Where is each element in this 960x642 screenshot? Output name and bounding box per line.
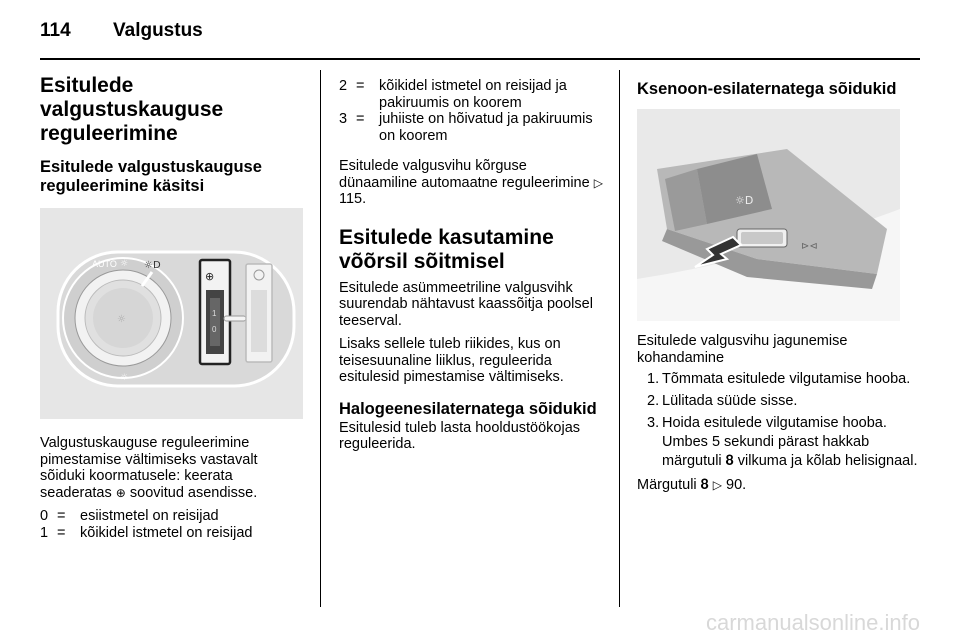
list-text: esiistmetel on reisijad	[80, 508, 219, 524]
body-paragraph	[40, 435, 305, 501]
section-heading: Esitulede kasutamine võõrsil sõitmisel	[339, 225, 554, 273]
auto-label: AUTO	[92, 259, 117, 269]
svg-text:☼D: ☼D	[735, 194, 754, 207]
header-rule	[40, 58, 920, 60]
list-text: juhiiste on hõivatud ja pakiruumis on koorem	[379, 111, 593, 144]
list-number: 0	[40, 508, 49, 524]
step-text: Tõmmata esitulede vilgutamise hooba.	[662, 371, 911, 387]
step-number: 3.	[647, 415, 660, 431]
control-indicator-paragraph	[637, 477, 922, 494]
svg-text:☼: ☼	[120, 259, 129, 269]
svg-text:☼D: ☼D	[144, 260, 161, 271]
subsection-heading: Ksenoon-esilaternatega sõidukid	[637, 80, 897, 98]
cross-ref-arrow-icon: ▷	[712, 478, 722, 492]
step-item	[637, 370, 922, 389]
step-text: Hoida esitulede vilgutamise hooba. Umbes 5 sekundi pärast hakkab märgutuli 𝟖 vilkuma ja kõlab helisignaal.	[662, 415, 918, 469]
list-number: 3	[339, 111, 348, 127]
page-reference[interactable]: 90.	[726, 477, 747, 493]
svg-text:⊕: ⊕	[205, 270, 215, 283]
load-setting-list	[40, 508, 305, 541]
steps-list	[637, 370, 922, 471]
list-item	[339, 78, 607, 111]
headlight-switch-figure	[40, 208, 303, 419]
chapter-title: Valgustus	[113, 20, 203, 41]
headlight-range-wheel-icon: ⊕	[115, 485, 126, 500]
svg-text:☼: ☼	[120, 373, 129, 383]
headlight-switch-illustration	[40, 208, 303, 419]
section-heading: Esitulede valgustuskauguse reguleerimine	[40, 74, 224, 145]
column-2	[339, 78, 607, 453]
step-item	[637, 392, 922, 411]
svg-text:☼: ☼	[117, 314, 126, 325]
body-text-end: soovitud asendisse.	[129, 484, 258, 501]
page-reference[interactable]: 115.	[339, 191, 367, 207]
dynamic-leveling-text: Esitulede valgusvihu kõrguse dünaamiline automaatne reguleerimine	[339, 158, 590, 191]
body-paragraph: Lisaks sellele tuleb riikides, kus on teisesuunaline liiklus, reguleerida esitulesid pimestamise vältimiseks.	[339, 336, 564, 385]
svg-text:1: 1	[212, 309, 217, 318]
load-setting-list-cont	[339, 78, 607, 144]
list-number: 1	[40, 524, 49, 541]
body-paragraph: Esitulede valgusvihu jagunemise kohandamine	[637, 333, 848, 366]
column-3	[637, 80, 922, 494]
cross-ref-arrow-icon: ▷	[593, 175, 603, 190]
list-equals: =	[356, 78, 365, 94]
list-text: kõikidel istmetel on reisijad	[80, 524, 253, 541]
step-text: Lülitada süüde sisse.	[662, 393, 798, 409]
column-1	[40, 74, 305, 541]
step-item	[637, 414, 922, 471]
body-paragraph: Esitulesid tuleb lasta hooldustöökojas reguleerida.	[339, 419, 581, 452]
svg-text:0: 0	[212, 325, 217, 334]
page-number: 114	[40, 20, 71, 41]
column-divider-2	[619, 70, 620, 607]
light-flash-lever-illustration	[637, 109, 900, 321]
list-item	[40, 525, 305, 542]
list-item	[40, 508, 305, 525]
column-divider-1	[320, 70, 321, 607]
list-item	[339, 111, 607, 144]
watermark: carmanualsonline.info	[705, 610, 920, 635]
list-number: 2	[339, 78, 348, 94]
list-equals: =	[356, 111, 365, 127]
dynamic-leveling-paragraph	[339, 158, 607, 208]
body-text: Valgustuskauguse reguleerimine pimestamise vältimiseks vastavalt sõiduki koormatusele: keerata seaderatas	[40, 435, 258, 501]
control-indicator-text: Märgutuli 𝟖	[637, 477, 709, 493]
list-equals: =	[57, 524, 66, 541]
svg-text:⊳⊲: ⊳⊲	[801, 241, 818, 252]
list-text: kõikidel istmetel on reisijad ja pakiruumis on koorem	[379, 78, 567, 111]
list-equals: =	[57, 508, 66, 524]
page-header	[40, 20, 920, 60]
body-paragraph: Esitulede asümmeetriline valgusvihk suurendab nähtavust kaassõitja poolsel teeserval.	[339, 279, 593, 329]
light-flash-lever-figure	[637, 109, 900, 321]
step-number: 1.	[647, 371, 660, 387]
step-number: 2.	[647, 393, 660, 409]
subsection-heading: Esitulede valgustuskauguse reguleerimine käsitsi	[40, 158, 262, 195]
subsection-heading: Halogeenesilaternatega sõidukid	[339, 399, 597, 418]
